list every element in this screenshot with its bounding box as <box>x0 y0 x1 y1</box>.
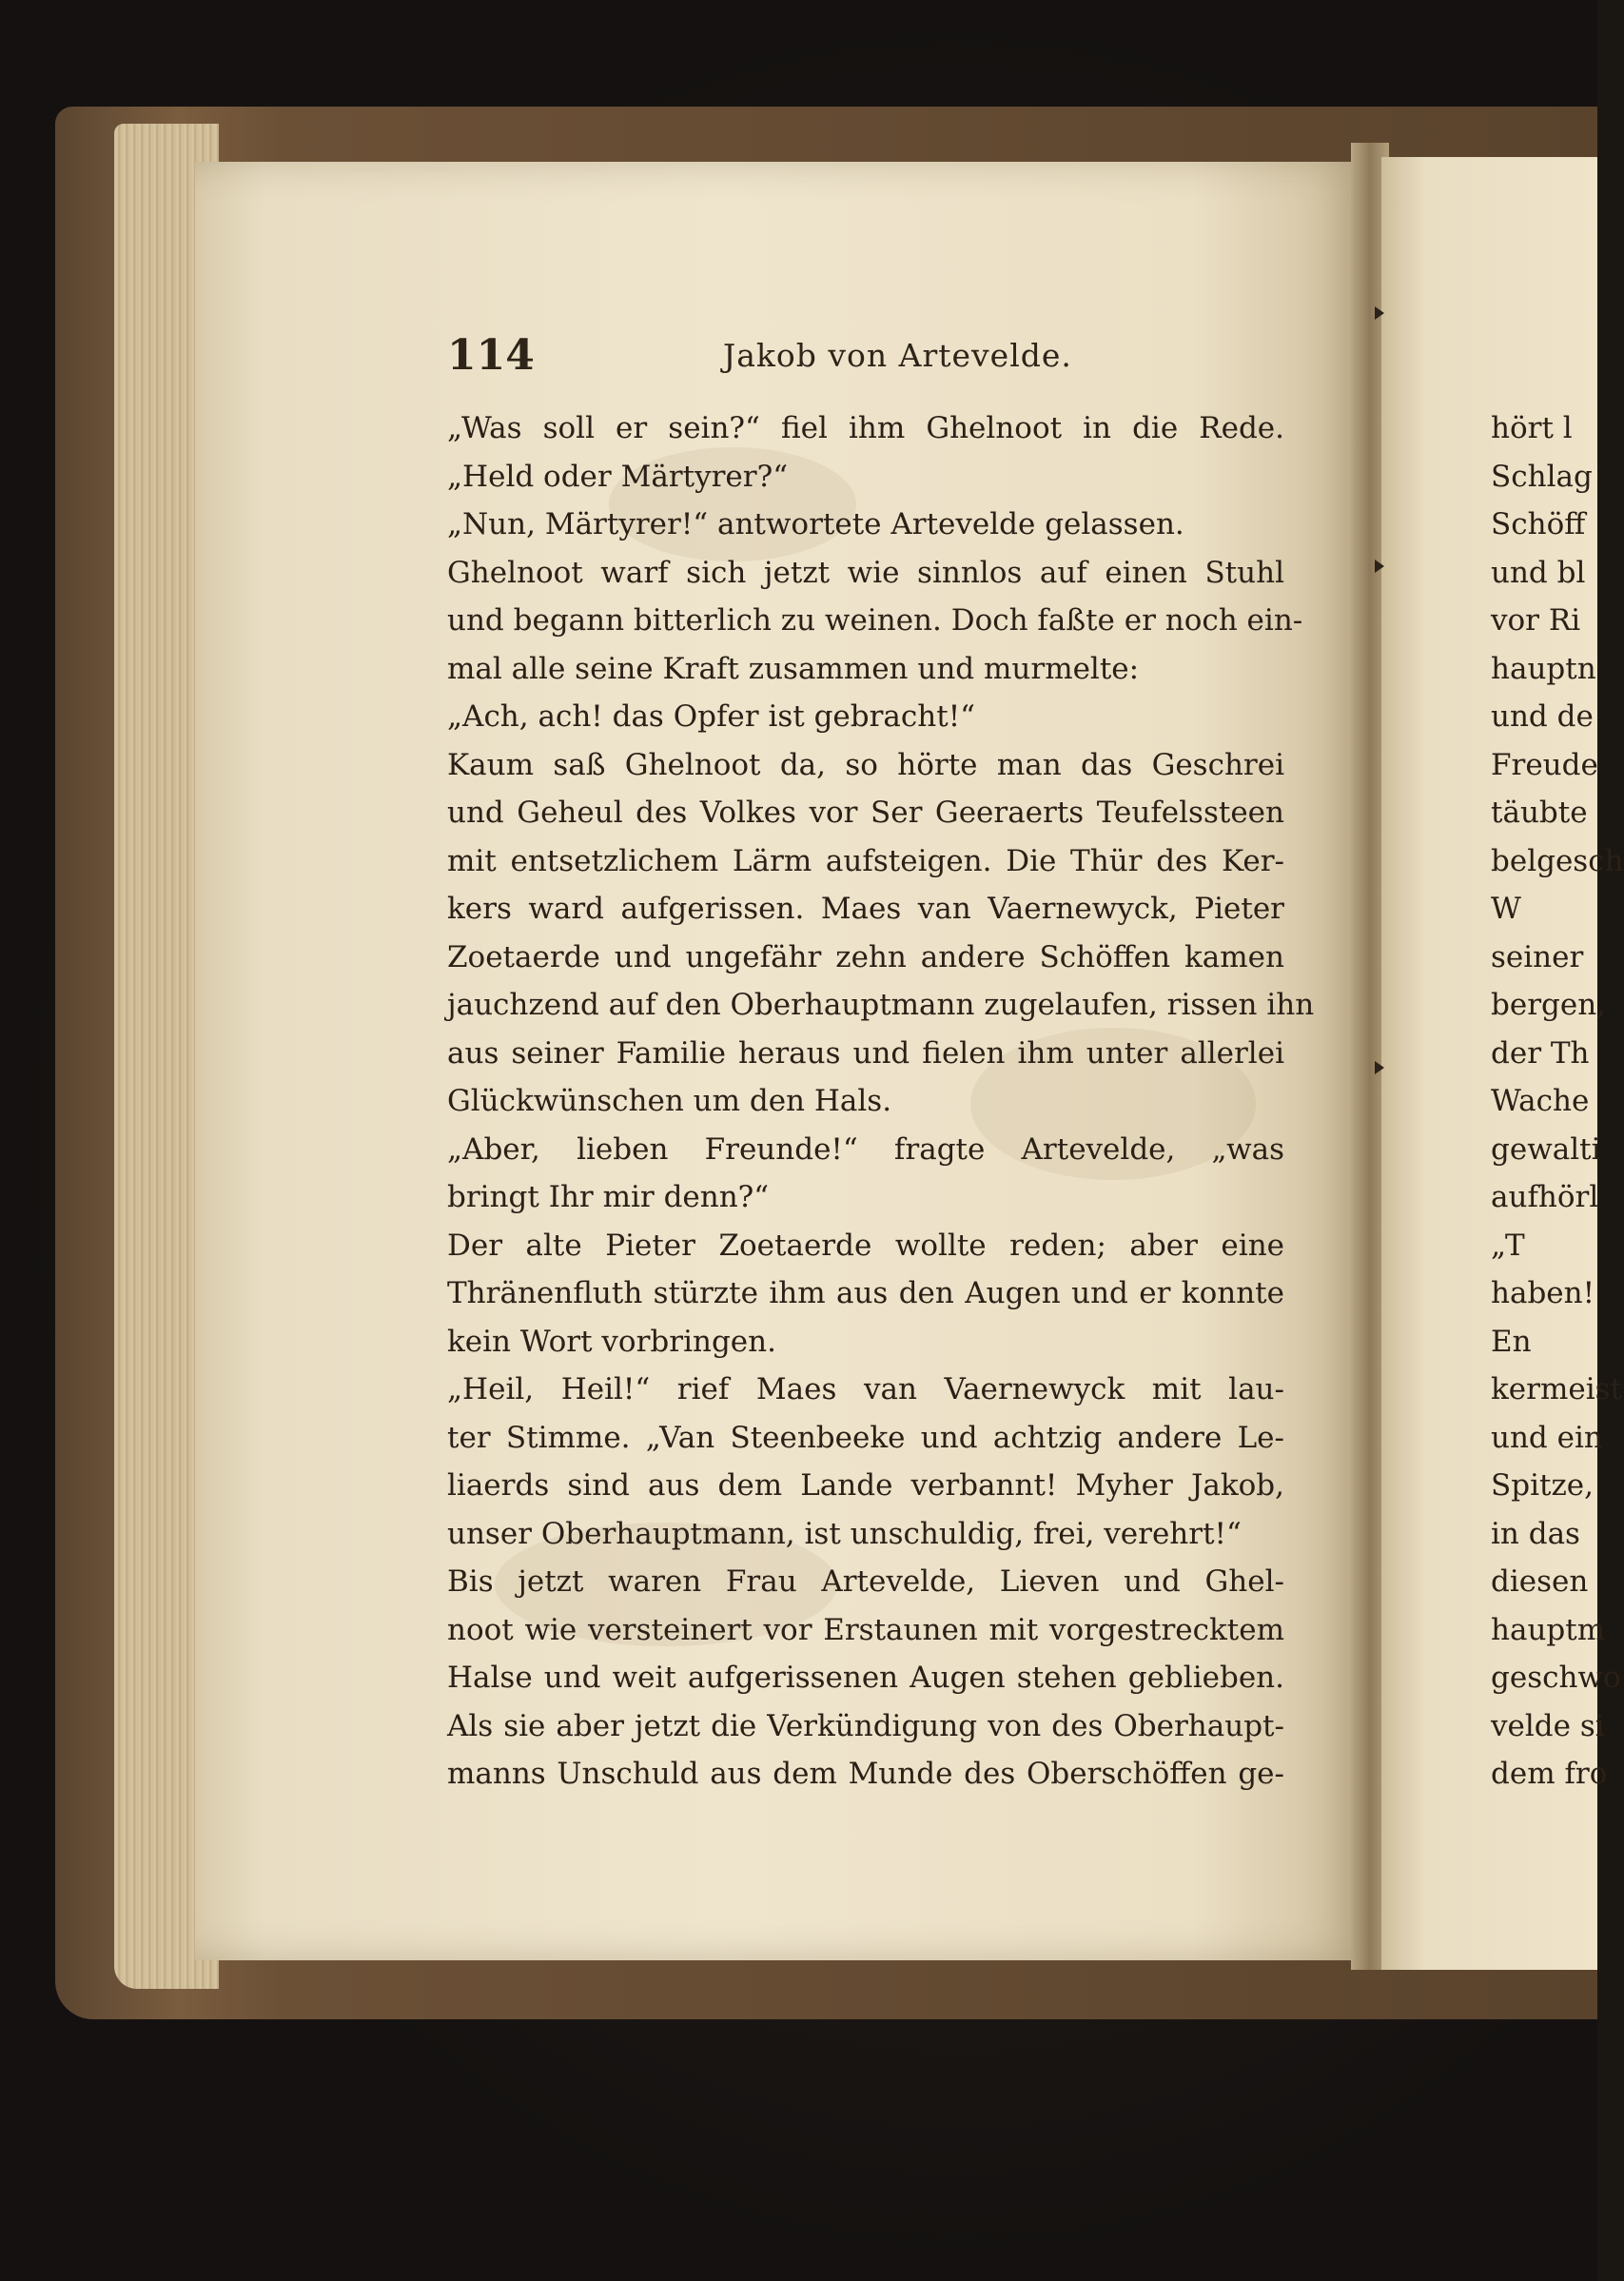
page-header <box>447 331 1284 388</box>
right-page-line: der Th <box>1491 1035 1590 1071</box>
text-line: bringt Ihr mir denn?“ <box>447 1180 770 1214</box>
text-line: „Held oder Märtyrer?“ <box>447 459 789 494</box>
right-page-line: in das <box>1491 1516 1580 1551</box>
text-line: kein Wort vorbringen. <box>447 1324 776 1359</box>
text-line: noot wie versteinert vor Erstaunen mit vorgestrecktem <box>447 1612 1284 1647</box>
running-title: Jakob von Artevelde. <box>723 337 1072 374</box>
right-page-line: Schöff <box>1491 507 1586 541</box>
text-line: mit entsetzlichem Lärm aufsteigen. Die Thür des Ker- <box>447 843 1284 878</box>
right-page-line: gewalti <box>1491 1131 1601 1167</box>
text-line: Kaum saß Ghelnoot da, so hörte man das Geschrei <box>447 747 1284 782</box>
right-page-line: hauptn <box>1491 651 1596 686</box>
text-line: unser Oberhauptmann, ist unschuldig, frei, verehrt!“ <box>447 1516 1242 1551</box>
right-page-line: haben! <box>1491 1276 1595 1310</box>
text-line: kers ward aufgerissen. Maes van Vaernewyck, Pieter <box>447 892 1284 926</box>
text-line: und begann bitterlich zu weinen. Doch faßte er noch ein- <box>447 603 1303 638</box>
right-page-line: seiner <box>1491 939 1584 974</box>
right-page-line: und bl <box>1491 555 1586 590</box>
text-line: ter Stimme. „Van Steenbeeke und achtzig andere Le- <box>447 1420 1284 1455</box>
right-page-line: täubte <box>1491 796 1588 830</box>
right-page-line: W <box>1491 892 1521 926</box>
right-page-line: Schlag <box>1491 459 1593 494</box>
text-line: „Was soll er sein?“ fiel ihm Ghelnoot in die Rede. <box>447 411 1284 445</box>
right-page-line: hört l <box>1491 411 1573 445</box>
body-text <box>447 404 1315 1799</box>
right-page-line: velde si <box>1491 1708 1605 1743</box>
right-page-line: dem fro <box>1491 1757 1608 1791</box>
text-line: Thränenfluth stürzte ihm aus den Augen und er konnte <box>447 1276 1284 1310</box>
text-line: jauchzend auf den Oberhauptmann zugelaufen, rissen ihn <box>447 988 1315 1022</box>
right-page-line: „T <box>1491 1228 1525 1263</box>
right-page-text <box>1491 404 1624 1799</box>
text-line: liaerds sind aus dem Lande verbannt! Myher Jakob, <box>447 1468 1284 1503</box>
right-page-line: Freude <box>1491 747 1598 782</box>
right-page-line: und ein <box>1491 1420 1603 1455</box>
right-page-line: diesen <box>1491 1564 1589 1599</box>
right-page-line: aufhörl <box>1491 1180 1599 1214</box>
text-line: Glückwünschen um den Hals. <box>447 1084 892 1118</box>
text-line: Bis jetzt waren Frau Artevelde, Lieven und Ghel- <box>447 1564 1284 1599</box>
text-line: Als sie aber jetzt die Verkündigung von des Oberhaupt- <box>447 1708 1284 1743</box>
text-line: Ghelnoot warf sich jetzt wie sinnlos auf einen Stuhl <box>447 555 1284 590</box>
right-page-line: kermeist <box>1491 1372 1622 1406</box>
right-page-line: bergen, <box>1491 988 1607 1022</box>
text-line: „Ach, ach! das Opfer ist gebracht!“ <box>447 699 976 734</box>
text-line: mal alle seine Kraft zusammen und murmelte: <box>447 651 1140 686</box>
right-page-line: vor Ri <box>1491 603 1581 638</box>
text-line: Zoetaerde und ungefähr zehn andere Schöffen kamen <box>447 939 1284 974</box>
right-page-line: En <box>1491 1324 1532 1359</box>
right-page-line: und de <box>1491 699 1594 734</box>
right-page-line: Wache <box>1491 1084 1590 1118</box>
text-line: manns Unschuld aus dem Munde des Oberschöffen ge- <box>447 1757 1284 1791</box>
right-page-line: belgesch <box>1491 843 1624 878</box>
right-page-line: geschwo <box>1491 1661 1621 1695</box>
text-line: und Geheul des Volkes vor Ser Geeraerts Teufelssteen <box>447 796 1284 830</box>
text-line: „Nun, Märtyrer!“ antwortete Artevelde gelassen. <box>447 507 1184 541</box>
text-line: „Aber, lieben Freunde!“ fragte Artevelde, „was <box>447 1131 1284 1167</box>
right-page-line: Spitze, <box>1491 1468 1594 1503</box>
text-line: aus seiner Familie heraus und fielen ihm unter allerlei <box>447 1035 1284 1071</box>
text-line: Der alte Pieter Zoetaerde wollte reden; aber eine <box>447 1228 1284 1263</box>
right-page-line: hauptm <box>1491 1612 1606 1647</box>
page-number: 114 <box>447 331 535 380</box>
text-line: „Heil, Heil!“ rief Maes van Vaernewyck mit lau- <box>447 1372 1284 1406</box>
text-line: Halse und weit aufgerissenen Augen stehen geblieben. <box>447 1661 1284 1695</box>
